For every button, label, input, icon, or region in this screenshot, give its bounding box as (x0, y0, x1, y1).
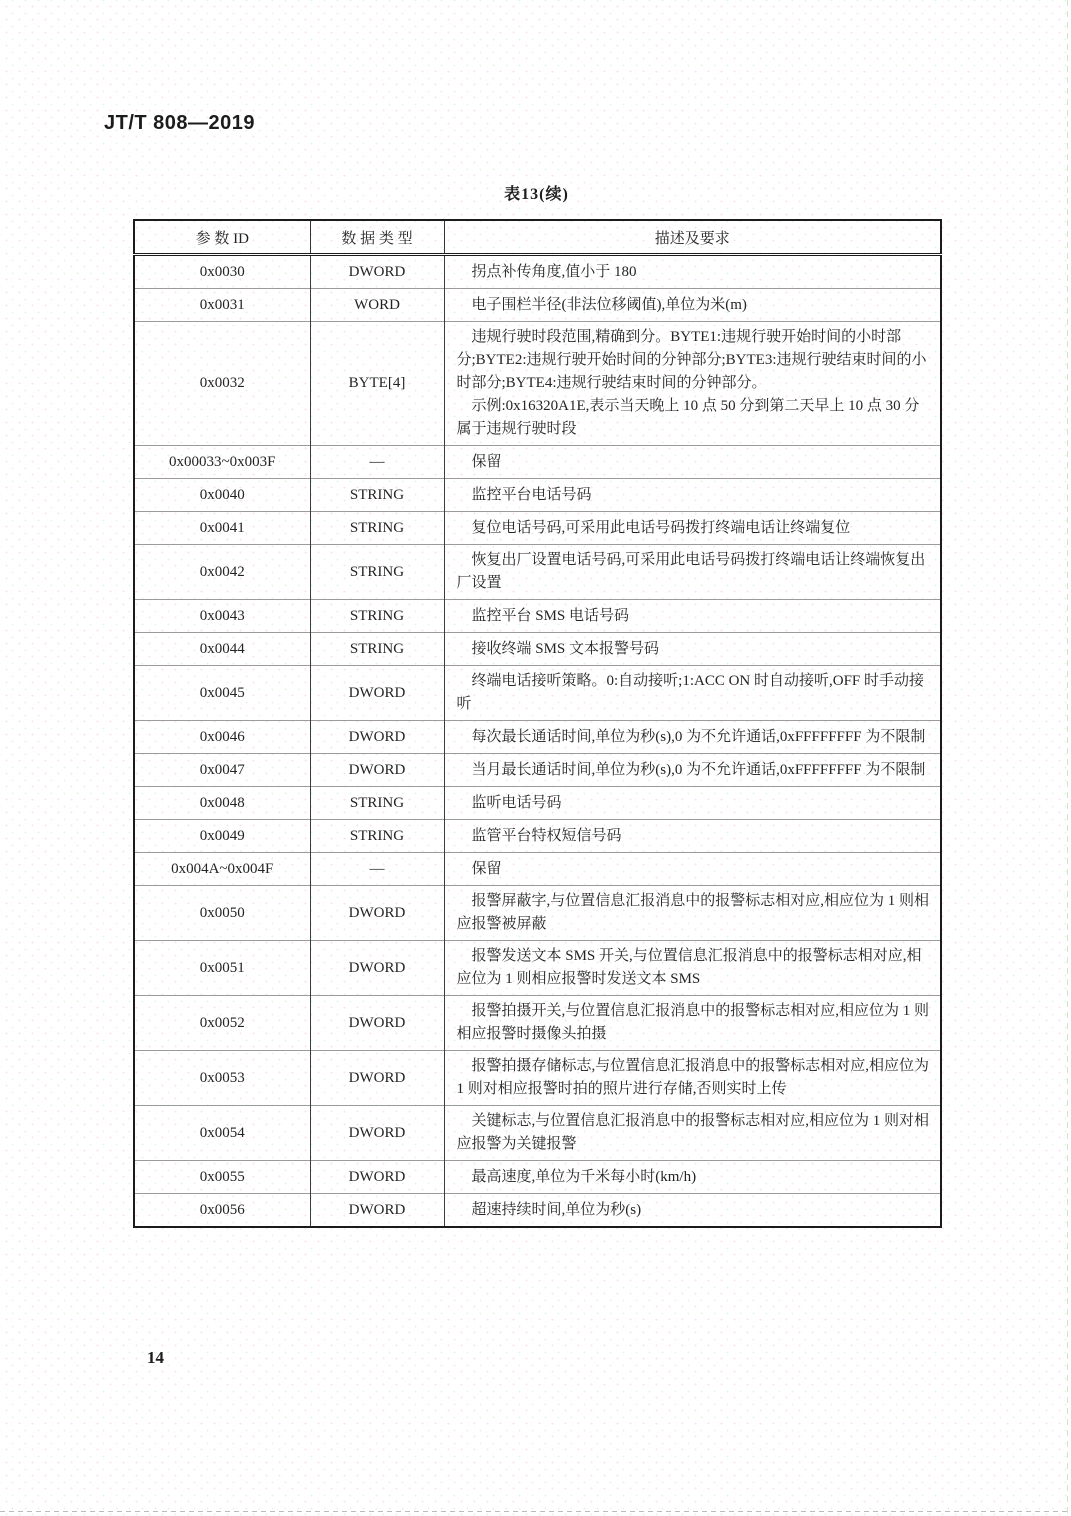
data-type-cell: STRING (310, 787, 444, 820)
data-type-cell: — (310, 446, 444, 479)
scan-edge-bottom (0, 1511, 1071, 1512)
param-id-cell: 0x0055 (134, 1161, 310, 1194)
description-paragraph: 拐点补传角度,值小于 180 (471, 263, 637, 280)
description-paragraph: 报警拍摄开关,与位置信息汇报消息中的报警标志相对应,相应位为 1 则相应报警时摄像头拍摄 (456, 1003, 930, 1042)
description-cell (444, 322, 941, 446)
description-paragraph: 电子围栏半径(非法位移阈值),单位为米(m) (471, 296, 747, 313)
param-id-cell: 0x0041 (134, 512, 310, 545)
data-type-cell: DWORD (310, 255, 444, 289)
description-paragraph: 保留 (471, 453, 502, 470)
column-header-data-type: 数 据 类 型 (310, 220, 444, 255)
table-row (134, 886, 941, 941)
description-cell (444, 545, 941, 600)
param-id-cell: 0x0043 (134, 600, 310, 633)
description-cell (444, 996, 941, 1051)
description-paragraph: 报警发送文本 SMS 开关,与位置信息汇报消息中的报警标志相对应,相应位为 1 则相应报警时发送文本 SMS (456, 948, 922, 987)
table-header-row (134, 220, 941, 255)
data-type-cell: DWORD (310, 721, 444, 754)
data-type-cell: STRING (310, 600, 444, 633)
description-paragraph: 关键标志,与位置信息汇报消息中的报警标志相对应,相应位为 1 则对相应报警为关键报警 (456, 1113, 930, 1152)
description-paragraph: 监控平台 SMS 电话号码 (471, 607, 630, 624)
description-cell (444, 754, 941, 787)
data-type-cell: DWORD (310, 1106, 444, 1161)
data-type-cell: — (310, 853, 444, 886)
description-cell (444, 1106, 941, 1161)
table-row (134, 666, 941, 721)
param-id-cell: 0x0050 (134, 886, 310, 941)
data-type-cell: DWORD (310, 754, 444, 787)
param-id-cell: 0x0045 (134, 666, 310, 721)
param-id-cell: 0x0054 (134, 1106, 310, 1161)
description-cell (444, 666, 941, 721)
parameter-table (133, 219, 942, 1228)
table-row (134, 1161, 941, 1194)
param-id-cell: 0x0042 (134, 545, 310, 600)
data-type-cell: STRING (310, 633, 444, 666)
table-row (134, 1106, 941, 1161)
description-cell (444, 446, 941, 479)
description-cell (444, 787, 941, 820)
table-title: 表13(续) (504, 186, 569, 203)
data-type-cell: BYTE[4] (310, 322, 444, 446)
description-cell (444, 512, 941, 545)
table-row (134, 289, 941, 322)
description-cell (444, 289, 941, 322)
description-cell (444, 1051, 941, 1106)
description-paragraph: 当月最长通话时间,单位为秒(s),0 为不允许通话,0xFFFFFFFF 为不限制 (471, 761, 926, 778)
scan-edge-right (1067, 0, 1068, 1516)
description-paragraph: 报警屏蔽字,与位置信息汇报消息中的报警标志相对应,相应位为 1 则相应报警被屏蔽 (456, 893, 930, 932)
page-number: 14 (147, 1348, 164, 1367)
param-id-cell: 0x0053 (134, 1051, 310, 1106)
column-header-description: 描述及要求 (444, 220, 941, 255)
description-cell (444, 255, 941, 289)
param-id-cell: 0x0051 (134, 941, 310, 996)
table-row (134, 721, 941, 754)
table-row (134, 512, 941, 545)
table-row (134, 479, 941, 512)
table-row (134, 941, 941, 996)
column-header-param-id: 参 数 ID (134, 220, 310, 255)
table-row (134, 545, 941, 600)
description-cell (444, 853, 941, 886)
description-paragraph: 接收终端 SMS 文本报警号码 (471, 640, 660, 657)
table-row (134, 853, 941, 886)
param-id-cell: 0x0030 (199, 263, 245, 280)
data-type-cell: DWORD (310, 666, 444, 721)
data-type-cell: WORD (310, 289, 444, 322)
description-cell (444, 1194, 941, 1228)
description-paragraph: 最高速度,单位为千米每小时(km/h) (471, 1168, 697, 1185)
data-type-cell: DWORD (310, 1194, 444, 1228)
description-paragraph: 终端电话接听策略。0:自动接听;1:ACC ON 时自动接听,OFF 时手动接听 (456, 673, 925, 712)
table-row (134, 787, 941, 820)
description-cell (444, 600, 941, 633)
description-paragraph: 示例:0x16320A1E,表示当天晚上 10 点 50 分到第二天早上 10 点 30 分属于违规行驶时段 (456, 398, 920, 437)
data-type-cell: DWORD (310, 941, 444, 996)
description-cell (444, 941, 941, 996)
description-cell (444, 633, 941, 666)
param-id-cell: 0x0048 (134, 787, 310, 820)
table-row (134, 600, 941, 633)
param-id-cell: 0x00033~0x003F (134, 446, 310, 479)
param-id-cell: 0x0052 (134, 996, 310, 1051)
data-type-cell: STRING (310, 479, 444, 512)
data-type-cell: STRING (310, 545, 444, 600)
param-id-cell: 0x0047 (134, 754, 310, 787)
table-header (134, 220, 941, 255)
description-paragraph: 监听电话号码 (471, 794, 562, 811)
table-row (134, 633, 941, 666)
table-row (134, 446, 941, 479)
data-type-cell: DWORD (310, 1051, 444, 1106)
description-cell (444, 479, 941, 512)
data-type-cell: STRING (310, 512, 444, 545)
param-id-cell: 0x0046 (134, 721, 310, 754)
description-paragraph: 复位电话号码,可采用此电话号码拨打终端电话让终端复位 (471, 519, 851, 536)
description-paragraph: 监管平台特权短信号码 (471, 827, 622, 844)
description-paragraph: 恢复出厂设置电话号码,可采用此电话号码拨打终端电话让终端恢复出厂设置 (456, 552, 926, 591)
description-cell (444, 820, 941, 853)
table-body (134, 255, 941, 1228)
description-paragraph: 违规行驶时段范围,精确到分。BYTE1:违规行驶开始时间的小时部分;BYTE2:违规行驶开始时间的分钟部分;BYTE3:违规行驶结束时间的小时部分;BYTE4:违规行驶结束时间的分钟部分。 (456, 329, 927, 391)
table-row (134, 996, 941, 1051)
description-cell (444, 721, 941, 754)
standard-number: JT/T 808—2019 (104, 112, 256, 134)
data-type-cell: STRING (310, 820, 444, 853)
description-cell (444, 1161, 941, 1194)
table-row (134, 255, 941, 289)
table-row (134, 754, 941, 787)
description-cell (444, 886, 941, 941)
param-id-cell: 0x0056 (134, 1194, 310, 1228)
param-id-cell: 0x0031 (134, 289, 310, 322)
data-type-cell: DWORD (310, 996, 444, 1051)
param-id-cell: 0x0040 (134, 479, 310, 512)
param-id-cell: 0x0049 (134, 820, 310, 853)
table-row (134, 820, 941, 853)
table-row (134, 1194, 941, 1228)
description-paragraph: 超速持续时间,单位为秒(s) (471, 1201, 642, 1218)
data-type-cell: DWORD (310, 1161, 444, 1194)
data-type-cell: DWORD (310, 886, 444, 941)
param-id-cell: 0x0044 (134, 633, 310, 666)
table-row (134, 322, 941, 446)
description-paragraph: 报警拍摄存储标志,与位置信息汇报消息中的报警标志相对应,相应位为 1 则对相应报警时拍的照片进行存储,否则实时上传 (456, 1058, 930, 1097)
param-id-cell: 0x004A~0x004F (134, 853, 310, 886)
param-id-cell: 0x0032 (134, 322, 310, 446)
description-paragraph: 监控平台电话号码 (471, 486, 592, 503)
table-row (134, 1051, 941, 1106)
description-paragraph: 每次最长通话时间,单位为秒(s),0 为不允许通话,0xFFFFFFFF 为不限制 (471, 728, 926, 745)
description-paragraph: 保留 (471, 860, 502, 877)
